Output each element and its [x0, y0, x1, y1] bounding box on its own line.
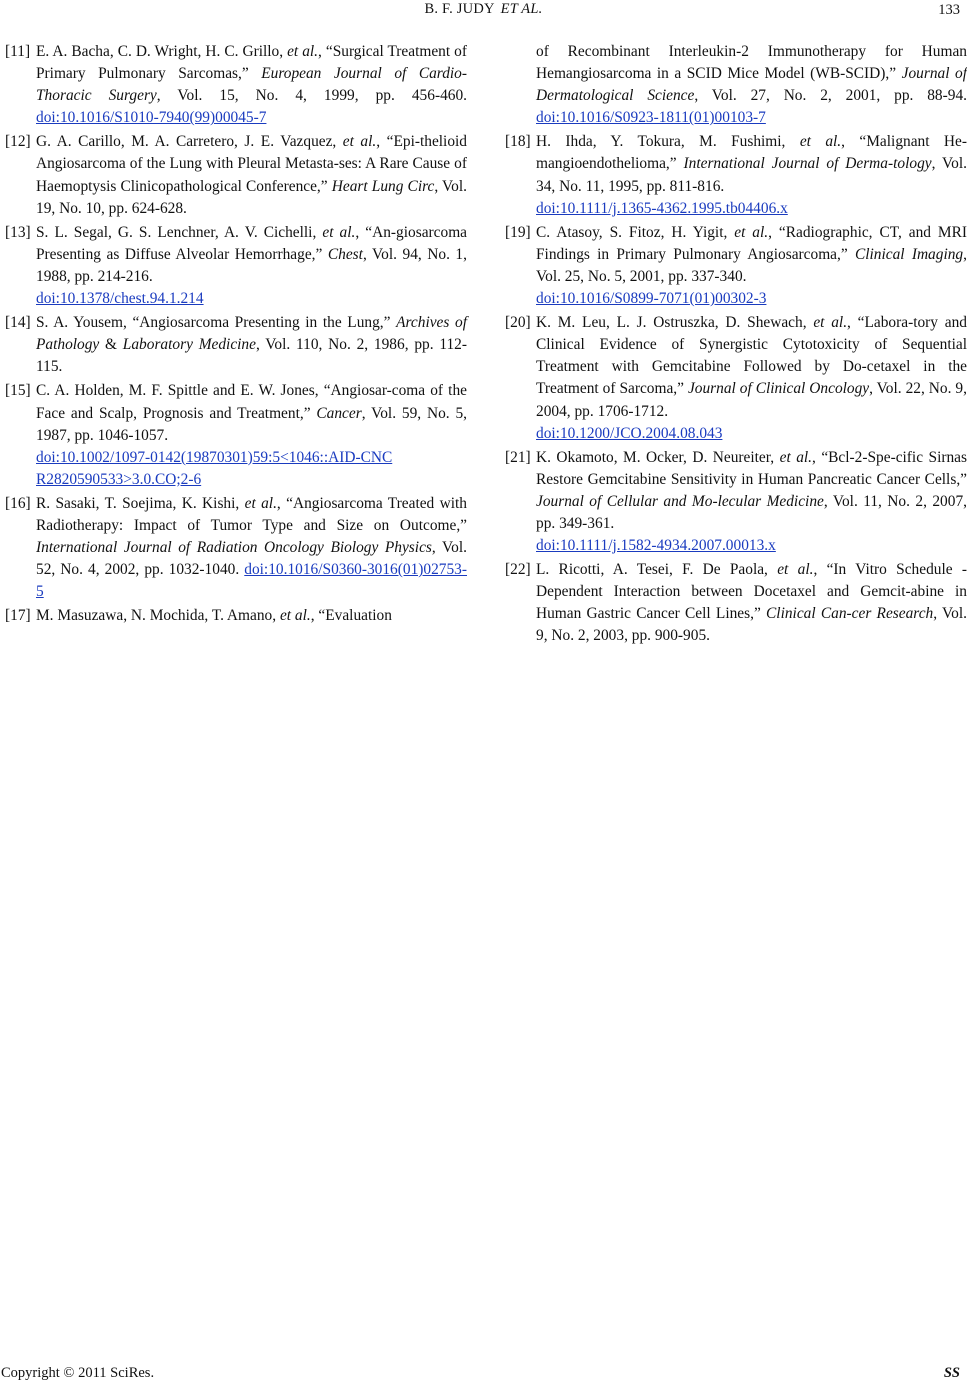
reference-segment: H. Ihda, Y. Tokura, M. Fushimi, — [536, 133, 800, 151]
reference-italic-segment: et al. — [799, 133, 842, 151]
reference-text — [36, 41, 467, 129]
reference-italic-segment: Archives of Pathology — [36, 314, 467, 354]
reference-segment: G. A. Carillo, M. A. Carretero, J. E. Vazquez, — [36, 133, 343, 151]
reference-segment: , “Malignant He-mangioendothelioma,” — [536, 133, 967, 173]
reference-text — [536, 447, 967, 557]
reference-entry — [5, 312, 467, 378]
reference-text — [536, 131, 967, 219]
reference-italic-segment: Journal of Cellular and Mo-lecular Medicine — [536, 492, 824, 510]
header-authors: B. F. JUDY — [424, 1, 495, 17]
reference-entry — [505, 41, 967, 129]
reference-segment: , “An-giosarcoma Presenting as Diffuse Alveolar Hemorrhage,” — [36, 223, 467, 263]
reference-number: [17] — [5, 607, 31, 625]
page-footer — [0, 1365, 967, 1385]
reference-number: [16] — [5, 494, 31, 512]
reference-number: [22] — [505, 561, 531, 579]
doi-link[interactable]: doi:10.1016/S1010-7940(99)00045-7 — [36, 109, 267, 127]
reference-italic-segment: et al. — [777, 561, 814, 579]
reference-segment: K. M. Leu, L. J. Ostruszka, D. Shewach, — [536, 314, 814, 332]
reference-segment: , Vol. 27, No. 2, 2001, pp. 88-94. — [694, 87, 967, 105]
reference-segment: , “Bcl-2-Spe-cific Sirnas Restore Gemcitabine Sensitivity in Human Pancreatic Cancer Cells,” — [536, 448, 967, 488]
reference-segment: L. Ricotti, A. Tesei, F. De Paola, — [536, 561, 778, 579]
references-right-column — [505, 41, 967, 650]
reference-segment: S. L. Segal, G. S. Lenchner, A. V. Cichelli, — [36, 223, 323, 241]
reference-text — [36, 312, 467, 378]
reference-segment: of Recombinant Interleukin-2 Immunotherapy for Human Hemangiosarcoma in a SCID Mice Model (WB-SCID),” — [536, 43, 967, 83]
reference-italic-segment: European Journal of Cardio-Thoracic Surgery — [36, 65, 467, 105]
reference-entry — [5, 222, 467, 310]
reference-segment: , “Labora-tory and Clinical Evidence of Synergistic Cytotoxicity of Sequential Treatment with Gemcitabine Followed by Do-cetaxel in the Treatment of Sarcoma,” — [536, 314, 967, 398]
reference-italic-segment: et al. — [322, 223, 356, 241]
references-left-column — [5, 41, 467, 629]
reference-segment: S. A. Yousem, “Angiosarcoma Presenting in the Lung,” — [36, 314, 397, 332]
reference-italic-segment: Journal of Dermatological Science — [536, 65, 967, 105]
reference-text — [536, 559, 967, 647]
reference-text — [36, 605, 467, 627]
reference-entry — [5, 380, 467, 490]
reference-italic-segment: Journal of Clinical Oncology — [687, 380, 870, 398]
reference-segment: , Vol. 9, No. 2, 2003, pp. 900-905. — [536, 605, 967, 645]
reference-italic-segment: et al. — [813, 314, 848, 332]
reference-italic-segment: et al. — [244, 494, 277, 512]
doi-link[interactable]: doi:10.1378/chest.94.1.214 — [36, 290, 204, 308]
reference-number: [21] — [505, 448, 531, 466]
reference-text — [536, 222, 967, 310]
reference-segment: , Vol. 52, No. 4, 2002, pp. 1032-1040. — [36, 539, 467, 579]
reference-number: [18] — [505, 133, 531, 151]
reference-entry — [5, 493, 467, 603]
reference-segment: , “Surgical Treatment of Primary Pulmonary Sarcomas,” — [36, 43, 467, 83]
reference-number: [14] — [5, 314, 31, 332]
reference-segment: , Vol. 11, No. 2, 2007, pp. 349-361. — [536, 492, 967, 532]
reference-entry — [5, 41, 467, 129]
reference-italic-segment: et al. — [279, 607, 311, 625]
journal-abbrev: SS — [943, 1365, 960, 1381]
reference-segment: C. Atasoy, S. Fitoz, H. Yigit, — [536, 223, 735, 241]
reference-italic-segment: Cancer — [316, 404, 362, 422]
reference-entry — [5, 131, 467, 219]
doi-link[interactable]: doi:10.1111/j.1582-4934.2007.00013.x — [536, 537, 776, 555]
doi-link[interactable]: doi:10.1002/1097-0142(19870301)59:5<1046::AID-CNC R2820590533>3.0.CO;2-6 — [36, 448, 393, 488]
reference-number: [19] — [505, 223, 531, 241]
doi-link[interactable]: doi:10.1200/JCO.2004.08.043 — [536, 424, 723, 442]
reference-italic-segment: et al. — [734, 223, 769, 241]
reference-text — [536, 312, 967, 445]
reference-italic-segment: et al. — [342, 133, 377, 151]
reference-text — [536, 41, 967, 129]
reference-segment: , “Evaluation — [310, 607, 392, 625]
reference-italic-segment: Clinical Can-cer Research — [766, 605, 934, 623]
reference-italic-segment: Chest — [327, 245, 363, 263]
doi-link[interactable]: doi:10.1016/S0360-3016(01)02753-5 — [36, 561, 467, 601]
doi-link[interactable]: doi:10.1016/S0899-7071(01)00302-3 — [536, 290, 767, 308]
reference-italic-segment: Clinical Imaging — [854, 245, 964, 263]
reference-segment: , Vol. 59, No. 5, 1987, pp. 1046-1057. — [36, 404, 467, 444]
doi-link[interactable]: doi:10.1016/S0923-1811(01)00103-7 — [536, 109, 766, 127]
reference-segment: K. Okamoto, M. Ocker, D. Neureiter, — [536, 448, 780, 466]
reference-segment: M. Masuzawa, N. Mochida, T. Amano, — [36, 607, 280, 625]
header-etal: ET AL. — [500, 1, 543, 17]
doi-link[interactable]: doi:10.1111/j.1365-4362.1995.tb04406.x — [536, 199, 788, 217]
reference-italic-segment: Laboratory Medicine — [122, 336, 256, 354]
page-number: 133 — [938, 2, 960, 18]
reference-segment: E. A. Bacha, C. D. Wright, H. C. Grillo, — [36, 43, 288, 60]
reference-italic-segment: International Journal of Derma-tology — [683, 155, 932, 173]
reference-segment: , Vol. 34, No. 11, 1995, pp. 811-816. — [536, 155, 967, 195]
reference-entry — [505, 559, 967, 647]
reference-segment: , Vol. 25, No. 5, 2001, pp. 337-340. — [536, 245, 967, 285]
reference-segment: & — [99, 336, 123, 354]
reference-segment: , “Epi-thelioid Angiosarcoma of the Lung with Pleural Metasta-ses: A Rare Cause of Haemoptysis Clinicopathological Conference,” — [36, 133, 467, 195]
running-title — [0, 1, 967, 18]
reference-segment: , Vol. 15, No. 4, 1999, pp. 456-460. — [156, 87, 468, 105]
reference-italic-segment: Heart Lung Circ — [331, 177, 435, 195]
reference-segment: , “Angiosarcoma Treated with Radiotherapy: Impact of Tumor Type and Size on Outcome,” — [36, 494, 467, 534]
reference-number: [11] — [5, 43, 31, 60]
reference-segment: , “In Vitro Schedule -Dependent Interaction between Docetaxel and Gemcit-abine in Human Gastric Cancer Cell Lines,” — [536, 561, 967, 623]
reference-segment: , Vol. 19, No. 10, pp. 624-628. — [36, 177, 468, 217]
reference-segment: , “Radiographic, CT, and MRI Findings in Primary Pulmonary Angiosarcoma,” — [536, 223, 967, 263]
reference-entry — [505, 312, 967, 445]
reference-entry — [505, 131, 967, 219]
reference-segment: C. A. Holden, M. F. Spittle and E. W. Jones, “Angiosar-coma of the Face and Scalp, Prognosis and Treatment,” — [36, 382, 467, 422]
running-header — [0, 0, 967, 24]
reference-text — [36, 493, 467, 603]
reference-number: [20] — [505, 314, 531, 332]
reference-entry — [505, 447, 967, 557]
reference-italic-segment: et al. — [779, 448, 813, 466]
reference-text — [36, 222, 467, 310]
reference-italic-segment: International Journal of Radiation Oncology Biology Physics — [36, 539, 432, 557]
copyright-text: Copyright © 2011 SciRes. — [1, 1365, 155, 1381]
reference-number: [13] — [5, 223, 31, 241]
reference-text — [36, 131, 467, 219]
reference-number: [15] — [5, 382, 31, 400]
reference-italic-segment: et al. — [287, 43, 319, 60]
reference-text — [36, 380, 467, 490]
reference-segment: , Vol. 110, No. 2, 1986, pp. 112-115. — [36, 336, 467, 376]
reference-entry — [505, 222, 967, 310]
reference-segment: R. Sasaki, T. Soejima, K. Kishi, — [36, 494, 245, 512]
reference-segment: , Vol. 94, No. 1, 1988, pp. 214-216. — [36, 245, 467, 285]
reference-segment: , Vol. 22, No. 9, 2004, pp. 1706-1712. — [536, 380, 967, 420]
reference-entry — [5, 605, 467, 627]
reference-number: [12] — [5, 133, 31, 151]
